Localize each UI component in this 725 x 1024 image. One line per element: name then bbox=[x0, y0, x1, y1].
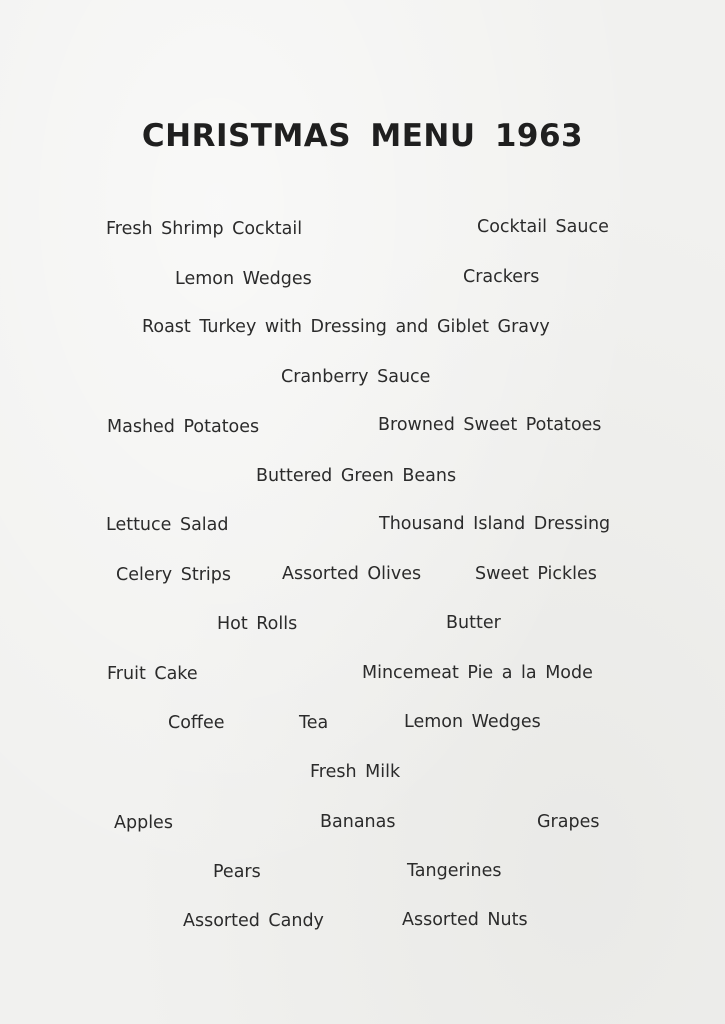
menu-item-cranberry-sauce: Cranberry Sauce bbox=[281, 367, 431, 387]
menu-item-grapes: Grapes bbox=[537, 812, 600, 832]
menu-item-fresh-milk: Fresh Milk bbox=[310, 762, 401, 782]
menu-item-sweet-pickles: Sweet Pickles bbox=[475, 564, 597, 584]
menu-item-assorted-candy: Assorted Candy bbox=[183, 911, 324, 931]
menu-item-roast-turkey: Roast Turkey with Dressing and Giblet Gravy bbox=[142, 317, 550, 337]
menu-item-tea: Tea bbox=[299, 713, 329, 733]
menu-item-apples: Apples bbox=[114, 813, 173, 833]
menu-item-lemon-wedges-drink: Lemon Wedges bbox=[404, 712, 541, 732]
menu-item-shrimp-cocktail: Fresh Shrimp Cocktail bbox=[106, 219, 303, 239]
menu-item-cocktail-sauce: Cocktail Sauce bbox=[477, 217, 609, 237]
menu-item-butter: Butter bbox=[446, 613, 501, 633]
menu-item-coffee: Coffee bbox=[168, 713, 225, 733]
menu-item-hot-rolls: Hot Rolls bbox=[217, 614, 298, 634]
menu-item-green-beans: Buttered Green Beans bbox=[256, 466, 457, 486]
menu-item-celery-strips: Celery Strips bbox=[116, 565, 231, 585]
menu-item-lettuce-salad: Lettuce Salad bbox=[106, 515, 229, 535]
menu-item-bananas: Bananas bbox=[320, 812, 396, 832]
menu-item-thousand-island: Thousand Island Dressing bbox=[379, 514, 611, 534]
menu-item-assorted-olives: Assorted Olives bbox=[282, 564, 422, 584]
menu-item-mincemeat-pie: Mincemeat Pie a la Mode bbox=[362, 663, 593, 683]
menu-item-mashed-potatoes: Mashed Potatoes bbox=[107, 417, 260, 437]
menu-item-lemon-wedges: Lemon Wedges bbox=[175, 269, 312, 289]
menu-item-assorted-nuts: Assorted Nuts bbox=[402, 910, 528, 930]
menu-item-browned-sweet-potatoes: Browned Sweet Potatoes bbox=[378, 415, 602, 435]
menu-item-crackers: Crackers bbox=[463, 267, 540, 287]
menu-title: CHRISTMAS MENU 1963 bbox=[141, 118, 584, 154]
menu-item-tangerines: Tangerines bbox=[407, 861, 502, 881]
menu-item-fruit-cake: Fruit Cake bbox=[107, 664, 198, 684]
menu-item-pears: Pears bbox=[213, 862, 261, 882]
